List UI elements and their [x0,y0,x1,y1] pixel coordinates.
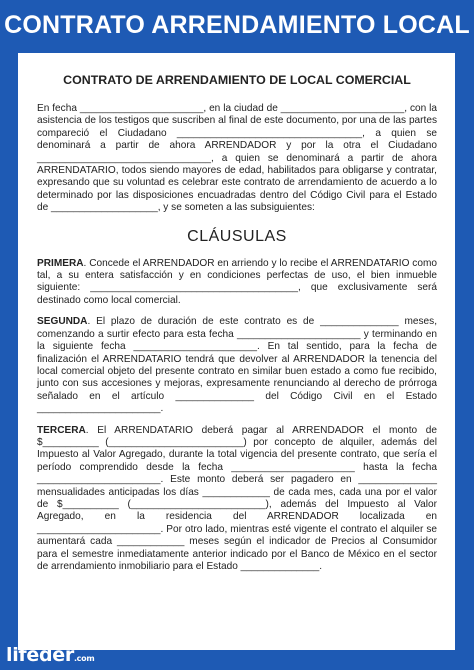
clause-label: TERCERA [37,424,86,436]
clause-text: . El plazo de duración de este contrato es de ______________ meses, comenzando a surtir efecto para esta fecha ______________________ y terminando en la siguiente fecha ______________________. En tal sentido, para la fecha de finalización el ARRENDATARIO tendrá que devolver al ARRENDADOR la tenencia del local comercial objeto del presente contrato en similar buen estado a como fue recibido, junto con sus accesiones y mejoras, expresamente renunciando al derecho de prórroga señalado en el artículo ______________ del Código Civil en el Estado ______________________. [37,316,437,415]
clause-text: . Concede el ARRENDADOR en arriendo y lo recibe el ARRENDATARIO como tal, a su entera satisfacción y en condiciones perfectas de uso, el bien inmueble siguiente: _____________________________________, que exclusivamente será destinado como local comercial. [37,257,437,306]
intro-paragraph: En fecha ______________________, en la ciudad de ______________________, con la asistencia de los testigos que suscriben al final de este documento, por una de las partes compareció el Ciudadano _________________________________, a quien se denominará a partir de ahora ARRENDADOR y por la otra el Ciudadano _______________________________, a quien se denominará a partir de ahora ARRENDATARIO, todos siendo mayores de edad, habilitados para obligarse y contratar, expresando que su voluntad es celebrar este contrato de arrendamiento de acuerdo a lo determinado por las disposiciones encuadradas dentro del Código Civil para el Estado de ___________________, y se someten a las subsiguientes: [37,103,437,214]
clause-text: . El ARRENDATARIO deberá pagar al ARRENDADOR el monto de $__________ (________________________) por concepto de alquiler, además del Impuesto al Valor Agregado, durante la total vigencia del presente contrato, que sería el período comprendido desde la fecha ______________________ hasta la fecha ______________________. Este monto deberá ser pagadero en ______________ mensualidades anticipadas los días ____________ de cada mes, cada una por el valor de $__________ (________________________), además del Impuesto al Valor Agregado, en la residencia del ARRENDADOR localizada en ______________________. Por otro lado, mientras esté vigente el contrato el alquiler se aumentará cada ____________ meses según el indicador de Precios al Consumidor para el semestre inmediatamente anterior indicado por el Banco de México en el sector de arrendamiento inmobiliario para el Estado ______________. [37,424,437,572]
clause-label: SEGUNDA [37,316,88,328]
logo-suffix: .com [73,654,95,663]
clause-segunda [37,316,437,415]
document-title: CONTRATO DE ARRENDAMIENTO DE LOCAL COMERCIAL [63,73,411,87]
clause-label: PRIMERA [37,257,84,269]
lifeder-logo [6,644,94,666]
clausulas-heading: CLÁUSULAS [187,227,287,245]
footer [0,640,474,670]
clause-primera [37,258,437,308]
banner-title: CONTRATO ARRENDAMIENTO LOCAL [4,10,470,39]
document-page [18,53,455,650]
clause-tercera [37,425,437,574]
logo-text: lifeder [6,644,74,666]
